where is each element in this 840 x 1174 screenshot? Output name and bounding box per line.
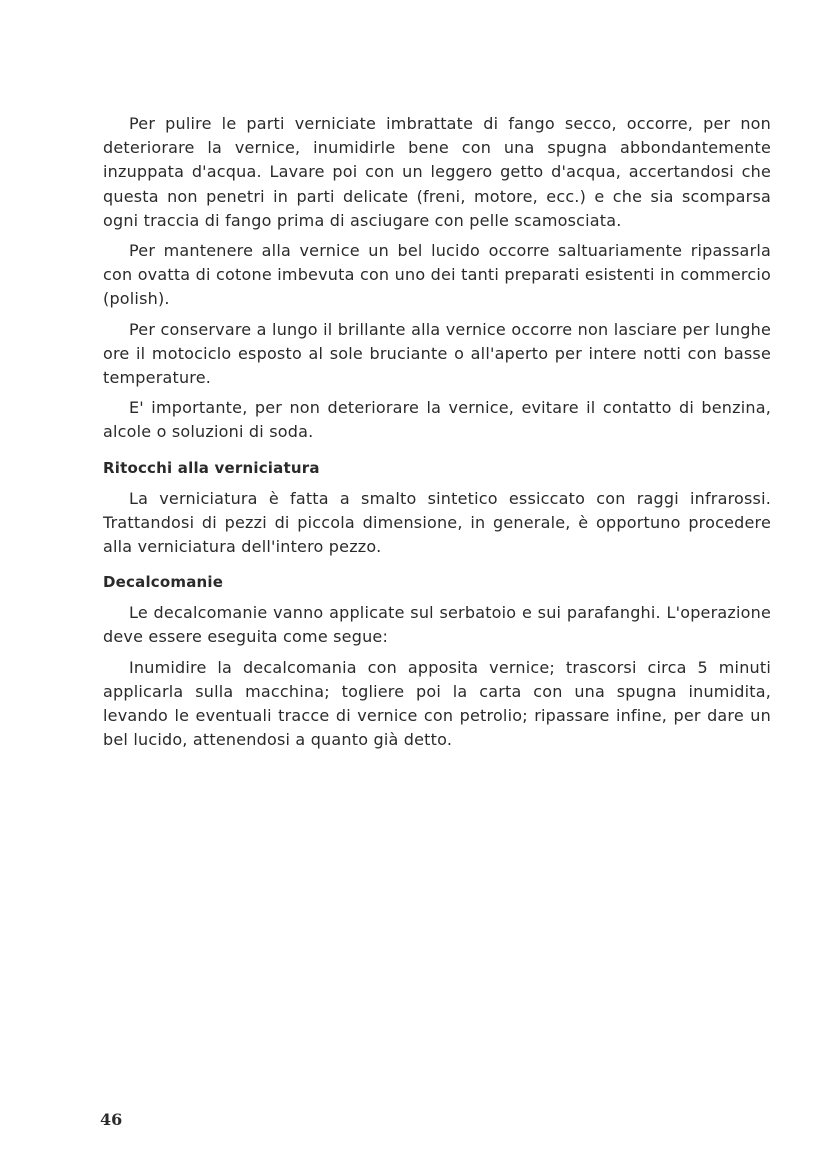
page-number: 46	[100, 1110, 123, 1129]
paragraph-preservation: Per conservare a lungo il brillante alla vernice occorre non lasciare per lunghe ore il motociclo esposto al sole bruciante o all'aperto per intere notti con basse temperature.	[103, 319, 771, 388]
paragraph-polish: Per mantenere alla vernice un bel lucido occorre saltuariamente ripassarla con ovatta di cotone imbevuta con uno dei tanti preparati esistenti in commercio (polish).	[103, 241, 771, 309]
paragraph-decalcomanie-steps: Inumidire la decalcomania con apposita vernice; trascorsi circa 5 minuti applicarla sulla macchina; togliere poi la carta con una spugna inumidita, levando le eventuali tracce di vernice con petrolio; ripassare infine, per dare un bel lucido, attenendosi a quanto già detto.	[103, 657, 771, 750]
text-column	[103, 112, 771, 758]
heading-ritocchi: Ritocchi alla verniciatura	[103, 458, 320, 477]
paragraph-cleaning: Per pulire le parti verniciate imbrattate di fango secco, occorre, per non deteriorare la vernice, inumidirle bene con una spugna abbondantemente inzuppata d'acqua. Lavare poi con un leggero getto d'acqua, accertandosi che questa non penetri in parti delicate (freni, motore, ecc.) e che sia scomparsa ogni traccia di fango prima di asciugare con pelle scamosciata.	[103, 114, 771, 230]
paragraph-contact-warning: E' importante, per non deteriorare la vernice, evitare il contatto di benzina, alcole o soluzioni di soda.	[103, 398, 771, 442]
heading-decalcomanie: Decalcomanie	[103, 573, 224, 592]
paragraph-ritocchi: La verniciatura è fatta a smalto sintetico essiccato con raggi infrarossi. Trattandosi di pezzi di piccola dimensione, in generale, è opportuno procedere alla verniciatura dell'intero pezzo.	[103, 488, 771, 557]
paragraph-decalcomanie-intro: Le decalcomanie vanno applicate sul serbatoio e sui parafanghi. L'operazione deve essere eseguita come segue:	[103, 603, 771, 647]
